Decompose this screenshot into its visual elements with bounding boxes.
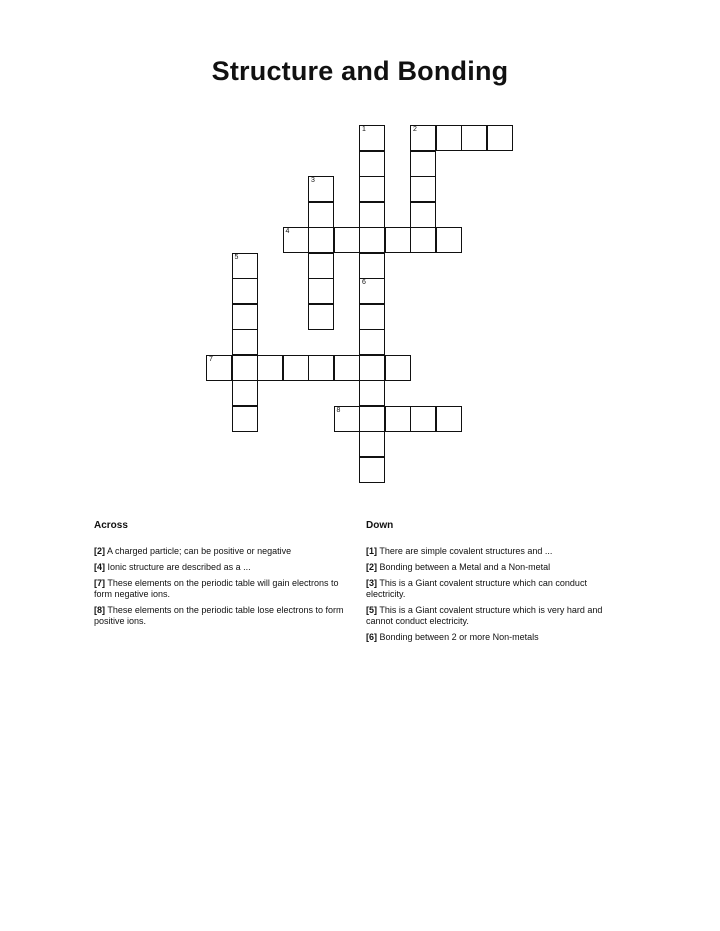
crossword-cell[interactable] xyxy=(283,227,309,253)
crossword-cell[interactable] xyxy=(410,125,436,151)
crossword-cell[interactable] xyxy=(308,227,334,253)
clue-text: Ionic structure are described as a ... xyxy=(107,562,251,572)
crossword-cell[interactable] xyxy=(385,406,411,432)
crossword-cell[interactable] xyxy=(487,125,513,151)
crossword-cell[interactable] xyxy=(232,304,258,330)
crossword-cell[interactable] xyxy=(308,278,334,304)
clue-text: A charged particle; can be positive or negative xyxy=(107,546,292,556)
clue-number: [4] xyxy=(94,562,105,572)
clue-down-5 xyxy=(366,605,626,627)
crossword-cell[interactable] xyxy=(232,253,258,279)
clue-down-1 xyxy=(366,546,626,557)
clue-across-2 xyxy=(94,546,356,557)
clue-across-8 xyxy=(94,605,356,627)
crossword-cell[interactable] xyxy=(283,355,309,381)
crossword-cell[interactable] xyxy=(359,329,385,355)
crossword-cell[interactable] xyxy=(410,176,436,202)
down-clues xyxy=(366,520,626,648)
cell-number: 6 xyxy=(362,279,366,286)
crossword-cell[interactable] xyxy=(385,355,411,381)
clue-number: [2] xyxy=(366,562,377,572)
crossword-cell[interactable] xyxy=(359,431,385,457)
crossword-cell[interactable] xyxy=(359,380,385,406)
crossword-cell[interactable] xyxy=(359,176,385,202)
down-heading: Down xyxy=(366,520,394,531)
crossword-cell[interactable] xyxy=(359,278,385,304)
crossword-cell[interactable] xyxy=(308,304,334,330)
clue-text: There are simple covalent structures and ... xyxy=(379,546,553,556)
crossword-cell[interactable] xyxy=(359,406,385,432)
clue-number: [3] xyxy=(366,578,377,588)
clue-text: Bonding between 2 or more Non-metals xyxy=(379,632,539,642)
across-heading: Across xyxy=(94,520,128,531)
clue-number: [7] xyxy=(94,578,105,588)
crossword-cell[interactable] xyxy=(359,253,385,279)
crossword-cell[interactable] xyxy=(410,202,436,228)
clue-down-6 xyxy=(366,632,626,643)
crossword-cell[interactable] xyxy=(436,125,462,151)
crossword-cell[interactable] xyxy=(257,355,283,381)
crossword-cell[interactable] xyxy=(308,355,334,381)
crossword-cell[interactable] xyxy=(232,406,258,432)
crossword-cell[interactable] xyxy=(410,151,436,177)
cell-number: 5 xyxy=(234,253,239,261)
across-clues xyxy=(94,520,356,632)
crossword-cell[interactable] xyxy=(410,227,436,253)
crossword-cell[interactable] xyxy=(359,457,385,483)
clue-down-3 xyxy=(366,578,626,600)
crossword-cell[interactable] xyxy=(232,278,258,304)
clue-across-7 xyxy=(94,578,356,600)
clue-text: This is a Giant covalent structure which is very hard and cannot conduct electricity. xyxy=(366,605,603,626)
crossword-cell[interactable] xyxy=(359,202,385,228)
cell-number: 3 xyxy=(311,177,315,184)
cell-number: 4 xyxy=(285,228,290,235)
clue-text: These elements on the periodic table lose electrons to form positive ions. xyxy=(94,605,344,626)
crossword-cell[interactable] xyxy=(232,329,258,355)
clue-number: [6] xyxy=(366,632,377,642)
crossword-cell[interactable] xyxy=(308,253,334,279)
clue-text: These elements on the periodic table will gain electrons to form negative ions. xyxy=(94,578,339,599)
crossword-cell[interactable] xyxy=(334,355,360,381)
crossword-cell[interactable] xyxy=(410,406,436,432)
clue-number: [1] xyxy=(366,546,377,556)
crossword-cell[interactable] xyxy=(436,227,462,253)
crossword-cell[interactable] xyxy=(334,406,360,432)
crossword-cell[interactable] xyxy=(359,227,385,253)
crossword-cell[interactable] xyxy=(359,304,385,330)
crossword-cell[interactable] xyxy=(232,355,258,381)
crossword-cell[interactable] xyxy=(206,355,232,381)
clue-number: [5] xyxy=(366,605,377,615)
cell-number: 8 xyxy=(336,406,341,414)
crossword-cell[interactable] xyxy=(308,176,334,202)
clue-number: [2] xyxy=(94,546,105,556)
crossword-cell[interactable] xyxy=(385,227,411,253)
crossword-cell[interactable] xyxy=(461,125,487,151)
clue-text: This is a Giant covalent structure which can conduct electricity. xyxy=(366,578,587,599)
clue-number: [8] xyxy=(94,605,105,615)
crossword-cell[interactable] xyxy=(359,125,385,151)
clue-down-2 xyxy=(366,562,626,573)
cell-number: 7 xyxy=(209,355,213,363)
clue-across-4 xyxy=(94,562,356,573)
clue-text: Bonding between a Metal and a Non-metal xyxy=(379,562,551,572)
crossword-cell[interactable] xyxy=(359,355,385,381)
crossword-cell[interactable] xyxy=(334,227,360,253)
crossword-cell[interactable] xyxy=(436,406,462,432)
page-title: Structure and Bonding xyxy=(211,56,509,86)
crossword-cell[interactable] xyxy=(308,202,334,228)
crossword-cell[interactable] xyxy=(359,151,385,177)
cell-number: 2 xyxy=(413,126,417,133)
crossword-cell[interactable] xyxy=(232,380,258,406)
cell-number: 1 xyxy=(362,126,366,133)
